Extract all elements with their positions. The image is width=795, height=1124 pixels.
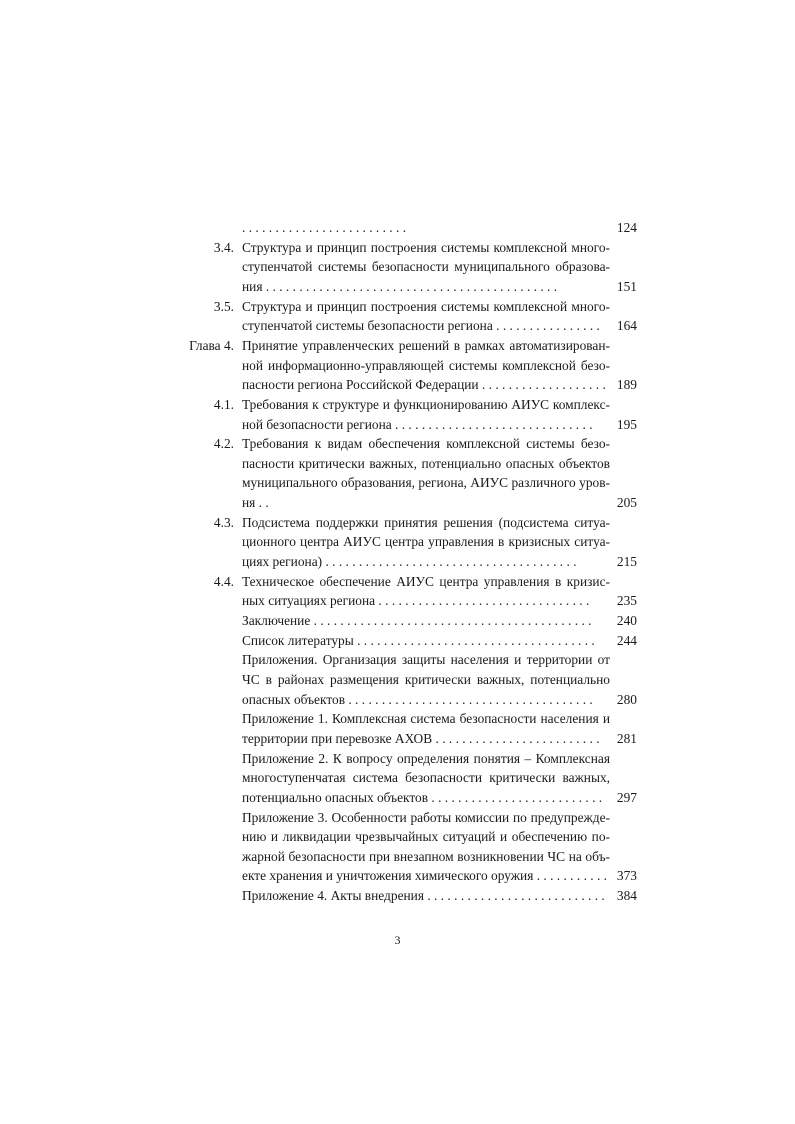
toc-line: [0, 611, 795, 631]
toc-entry-number: 4.3.: [213, 515, 234, 530]
toc-entry-text: . . . . . . . . . . . . . . . . . . . . . . . . .: [242, 220, 407, 235]
toc-line: [0, 631, 795, 651]
toc-page-number: 205: [616, 495, 637, 510]
toc-page-number: 373: [616, 868, 637, 883]
toc-line: [0, 749, 795, 769]
page-number: 3: [394, 933, 401, 947]
toc-entry-text: нию и ликвидации чрезвычайных ситуаций и обеспечению по-: [242, 829, 610, 844]
toc-entry-text: Требования к видам обеспечения комплексной системы безо-: [242, 436, 610, 451]
toc-entry-text: Структура и принцип построения системы комплексной много-: [242, 299, 610, 314]
toc-line: [0, 709, 795, 729]
toc-line: [0, 297, 795, 317]
toc-line: [0, 356, 795, 376]
toc-entry-text: циях региона) . . . . . . . . . . . . . . . . . . . . . . . . . . . . . . . . . . . . . .: [242, 554, 577, 569]
toc-page-number: 384: [616, 888, 637, 903]
toc-line: [0, 886, 795, 906]
toc-entry-text: Список литературы . . . . . . . . . . . . . . . . . . . . . . . . . . . . . . . . . . . .: [242, 633, 595, 648]
toc-line: [0, 493, 795, 513]
toc-page-number: 244: [616, 633, 637, 648]
toc-line: [0, 218, 795, 238]
toc-line: [0, 690, 795, 710]
toc-page-number: 189: [616, 377, 637, 392]
toc-line: [0, 670, 795, 690]
toc-entry-text: Приложения. Организация защиты населения и территории от: [242, 652, 610, 667]
toc-line: [0, 434, 795, 454]
toc-entry-text: жарной безопасности при внезапном возникновении ЧС на объ-: [242, 849, 610, 864]
toc-entry-text: многоступенчатая система безопасности критически важных,: [242, 770, 610, 785]
toc-page-number: 164: [616, 318, 637, 333]
toc-entry-text: ЧС в районах размещения критически важных, потенциально: [242, 672, 610, 687]
toc-entry-text: пасности региона Российской Федерации . . . . . . . . . . . . . . . . . . .: [242, 377, 606, 392]
toc-line: [0, 375, 795, 395]
toc-entry-text: муниципального образования, региона, АИУС различного уров-: [242, 475, 610, 490]
toc-line: [0, 473, 795, 493]
toc-page-number: 235: [616, 593, 637, 608]
toc-page-number: 195: [616, 417, 637, 432]
toc-line: [0, 454, 795, 474]
toc-line: [0, 552, 795, 572]
toc-line: [0, 277, 795, 297]
toc-entry-text: Приложение 1. Комплексная система безопасности населения и: [242, 711, 610, 726]
toc-entry-text: Принятие управленческих решений в рамках автоматизирован-: [242, 338, 610, 353]
toc-entry-text: Требования к структуре и функционированию АИУС комплекс-: [242, 397, 610, 412]
toc-entry-number: Глава 4.: [189, 338, 234, 353]
toc-line: [0, 238, 795, 258]
toc-entry-text: ционного центра АИУС центра управления в кризисных ситуа-: [242, 534, 610, 549]
toc-entry-text: Структура и принцип построения системы комплексной много-: [242, 240, 610, 255]
toc-line: [0, 768, 795, 788]
toc-line: [0, 650, 795, 670]
toc-line: [0, 532, 795, 552]
toc-entry-number: 4.4.: [213, 574, 234, 589]
toc-entry-number: 3.5.: [213, 299, 234, 314]
toc-line: [0, 827, 795, 847]
toc-entry-text: Подсистема поддержки принятия решения (подсистема ситуа-: [242, 515, 610, 530]
toc-line: [0, 513, 795, 533]
toc-entry-text: Заключение . . . . . . . . . . . . . . . . . . . . . . . . . . . . . . . . . . . . . . . . . .: [242, 613, 592, 628]
toc-line: [0, 729, 795, 749]
toc-entry-text: потенциально опасных объектов . . . . . . . . . . . . . . . . . . . . . . . . . .: [242, 790, 603, 805]
toc-page-number: 281: [616, 731, 637, 746]
toc-page-number: 297: [616, 790, 637, 805]
toc-line: [0, 257, 795, 277]
toc-entry-text: Приложение 3. Особенности работы комиссии по предупрежде-: [242, 810, 610, 825]
toc-entry-text: ной безопасности региона . . . . . . . . . . . . . . . . . . . . . . . . . . . . . .: [242, 417, 593, 432]
toc-line: [0, 336, 795, 356]
toc-line: [0, 808, 795, 828]
toc-entry-text: Приложение 2. К вопросу определения понятия – Комплексная: [242, 751, 610, 766]
toc-line: [0, 415, 795, 435]
toc-line: [0, 395, 795, 415]
toc-entry-text: опасных объектов . . . . . . . . . . . . . . . . . . . . . . . . . . . . . . . . . . . . .: [242, 692, 593, 707]
toc-entry-text: пасности критически важных, потенциально опасных объектов: [242, 456, 610, 471]
toc-entry-text: екте хранения и уничтожения химического оружия . . . . . . . . . . .: [242, 868, 608, 883]
toc-entry-number: 4.2.: [213, 436, 234, 451]
toc-page-number: 280: [616, 692, 637, 707]
toc-line: [0, 316, 795, 336]
toc-page-number: 151: [616, 279, 637, 294]
toc-entry-text: ной информационно-управляющей системы комплексной безо-: [242, 358, 610, 373]
toc-entry-text: ступенчатой системы безопасности муниципального образова-: [242, 259, 610, 274]
toc-entry-number: 4.1.: [213, 397, 234, 412]
toc-entry-number: 3.4.: [213, 240, 234, 255]
toc-line: [0, 788, 795, 808]
toc-line: [0, 591, 795, 611]
toc-entry-text: ния . . . . . . . . . . . . . . . . . . . . . . . . . . . . . . . . . . . . . . . . . . . .: [242, 279, 558, 294]
toc-entry-text: ных ситуациях региона . . . . . . . . . . . . . . . . . . . . . . . . . . . . . . . .: [242, 593, 590, 608]
toc-entry-text: территории при перевозке АХОВ . . . . . . . . . . . . . . . . . . . . . . . . .: [242, 731, 600, 746]
toc-page-number: 124: [616, 220, 637, 235]
toc-page-number: 240: [616, 613, 637, 628]
toc-line: [0, 866, 795, 886]
toc-entry-text: ступенчатой системы безопасности региона . . . . . . . . . . . . . . . .: [242, 318, 600, 333]
toc-page-number: 215: [616, 554, 637, 569]
toc-line: [0, 847, 795, 867]
toc-entry-text: Приложение 4. Акты внедрения . . . . . . . . . . . . . . . . . . . . . . . . . . .: [242, 888, 605, 903]
toc-line: [0, 572, 795, 592]
toc-entry-text: Техническое обеспечение АИУС центра управления в кризис-: [242, 574, 610, 589]
toc-entry-text: ня . .: [242, 495, 269, 510]
